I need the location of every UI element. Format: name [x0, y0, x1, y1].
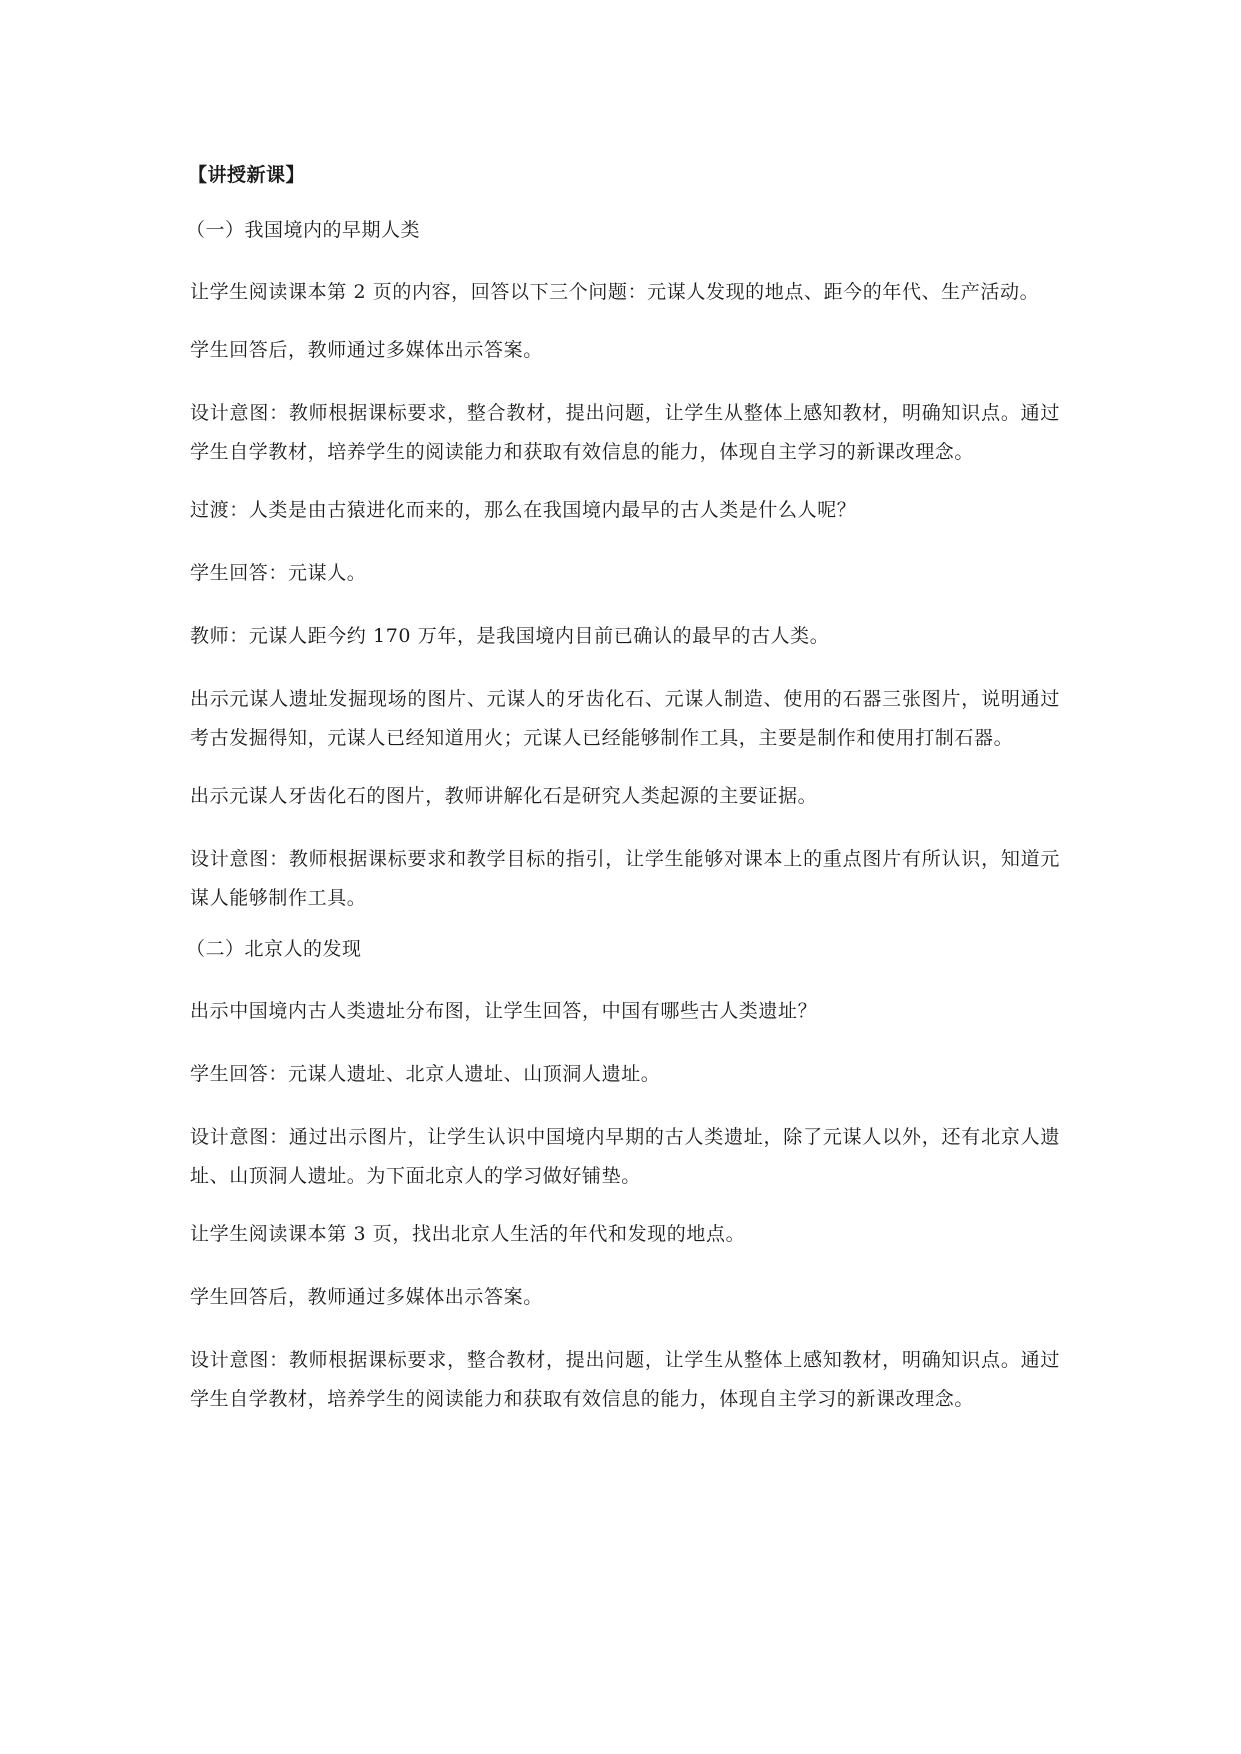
paragraph: 让学生阅读课本第 2 页的内容，回答以下三个问题：元谋人发现的地点、距今的年代、生产活动。	[190, 281, 1040, 303]
paragraph: 过渡：人类是由古猿进化而来的，那么在我国境内最早的古人类是什么人呢？	[190, 499, 857, 521]
paragraph: 出示中国境内古人类遗址分布图，让学生回答，中国有哪些古人类遗址？	[190, 1000, 818, 1022]
paragraph: 学生回答后，教师通过多媒体出示答案。	[190, 1286, 543, 1308]
part1-heading: （一）我国境内的早期人类	[186, 219, 421, 241]
paragraph: 学生回答后，教师通过多媒体出示答案。	[190, 339, 543, 361]
paragraph: 设计意图：通过出示图片，让学生认识中国境内早期的古人类遗址，除了元谋人以外，还有北京人遗址、山顶洞人遗址。为下面北京人的学习做好铺垫。	[190, 1126, 1060, 1187]
paragraph: 教师：元谋人距今约 170 万年，是我国境内目前已确认的最早的古人类。	[190, 625, 830, 647]
document-page	[186, 163, 1060, 1438]
paragraph: 设计意图：教师根据课标要求，整合教材，提出问题，让学生从整体上感知教材，明确知识点。通过学生自学教材，培养学生的阅读能力和获取有效信息的能力，体现自主学习的新课改理念。	[190, 402, 1060, 463]
paragraph: 设计意图：教师根据课标要求和教学目标的指引，让学生能够对课本上的重点图片有所认识，知道元谋人能够制作工具。	[190, 848, 1060, 909]
section-title: 【讲授新课】	[188, 164, 306, 186]
paragraph: 设计意图：教师根据课标要求，整合教材，提出问题，让学生从整体上感知教材，明确知识点。通过学生自学教材，培养学生的阅读能力和获取有效信息的能力，体现自主学习的新课改理念。	[190, 1349, 1060, 1410]
paragraph: 让学生阅读课本第 3 页，找出北京人生活的年代和发现的地点。	[190, 1223, 746, 1245]
part2-heading: （二）北京人的发现	[186, 938, 362, 960]
paragraph: 学生回答：元谋人遗址、北京人遗址、山顶洞人遗址。	[190, 1063, 661, 1085]
paragraph: 出示元谋人遗址发掘现场的图片、元谋人的牙齿化石、元谋人制造、使用的石器三张图片，说明通过考古发掘得知，元谋人已经知道用火；元谋人已经能够制作工具，主要是制作和使用打制石器。	[190, 688, 1060, 749]
paragraph: 出示元谋人牙齿化石的图片，教师讲解化石是研究人类起源的主要证据。	[190, 785, 818, 807]
paragraph: 学生回答：元谋人。	[190, 562, 367, 584]
